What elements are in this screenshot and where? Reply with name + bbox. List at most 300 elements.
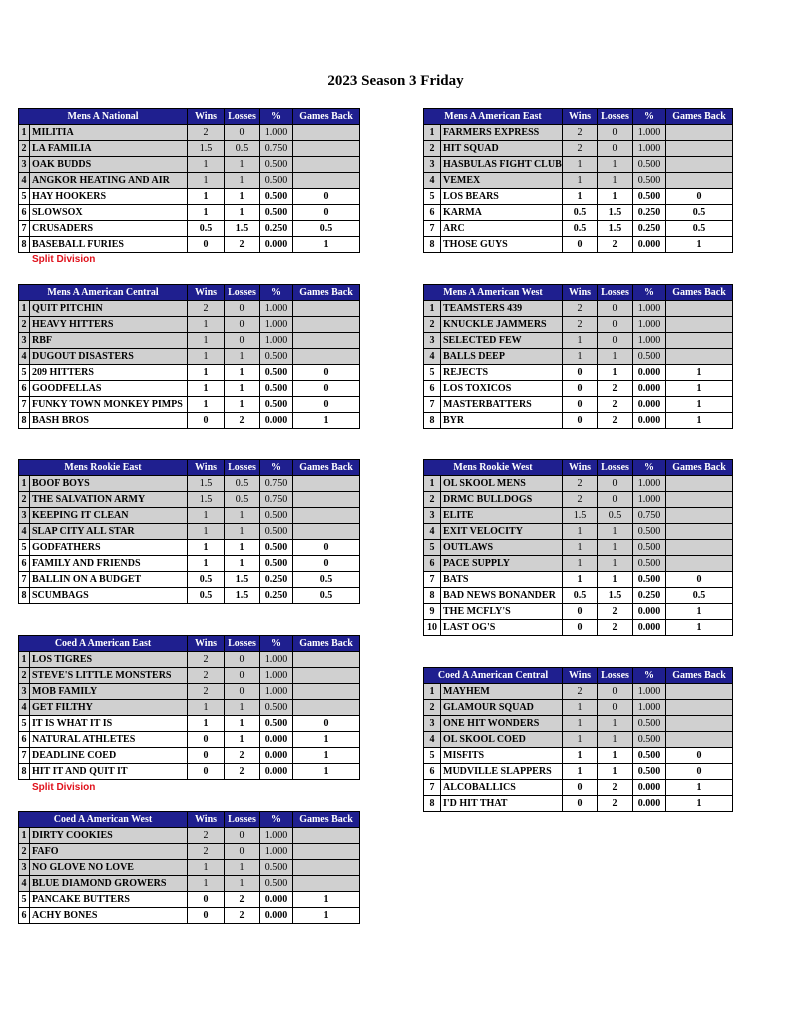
team-rank: 4	[19, 349, 30, 365]
table-row	[424, 397, 733, 413]
team-losses: 1	[225, 157, 260, 173]
team-pct: 0.000	[260, 908, 293, 924]
team-name: RBF	[30, 333, 188, 349]
team-pct: 0.750	[260, 492, 293, 508]
team-wins: 0.5	[563, 205, 598, 221]
table-row	[424, 221, 733, 237]
team-rank: 4	[424, 524, 441, 540]
table-row	[424, 381, 733, 397]
team-rank: 8	[19, 588, 30, 604]
team-losses: 1	[598, 732, 633, 748]
column-header-pct: %	[260, 109, 293, 125]
team-games-back	[293, 684, 360, 700]
team-name: SLAP CITY ALL STAR	[30, 524, 188, 540]
team-pct: 0.000	[633, 604, 666, 620]
team-losses: 2	[598, 413, 633, 429]
team-name: NO GLOVE NO LOVE	[30, 860, 188, 876]
team-pct: 1.000	[260, 684, 293, 700]
team-pct: 0.500	[260, 876, 293, 892]
team-wins: 2	[188, 125, 225, 141]
table-row	[424, 173, 733, 189]
table-row	[19, 732, 360, 748]
team-rank: 5	[19, 716, 30, 732]
team-name: ACHY BONES	[30, 908, 188, 924]
team-pct: 0.500	[633, 173, 666, 189]
team-pct: 1.000	[260, 844, 293, 860]
team-losses: 2	[598, 796, 633, 812]
team-games-back	[293, 668, 360, 684]
table-row	[19, 349, 360, 365]
team-name: MAYHEM	[441, 684, 563, 700]
table-row	[424, 684, 733, 700]
team-pct: 0.250	[260, 588, 293, 604]
team-name: HEAVY HITTERS	[30, 317, 188, 333]
team-rank: 2	[19, 668, 30, 684]
team-wins: 2	[563, 684, 598, 700]
table-row	[424, 732, 733, 748]
team-rank: 1	[19, 652, 30, 668]
team-games-back	[666, 716, 733, 732]
table-row	[424, 125, 733, 141]
team-rank: 8	[424, 413, 441, 429]
team-losses: 0	[598, 476, 633, 492]
team-pct: 0.000	[633, 365, 666, 381]
table-title: Mens A American Central	[19, 285, 188, 301]
team-wins: 2	[563, 125, 598, 141]
table-row	[424, 716, 733, 732]
team-wins: 2	[188, 844, 225, 860]
team-wins: 2	[188, 301, 225, 317]
team-rank: 8	[19, 237, 30, 253]
team-pct: 0.500	[633, 572, 666, 588]
team-rank: 8	[424, 237, 441, 253]
team-name: SCUMBAGS	[30, 588, 188, 604]
team-losses: 2	[598, 397, 633, 413]
team-games-back	[666, 125, 733, 141]
team-pct: 0.500	[260, 556, 293, 572]
team-wins: 2	[188, 828, 225, 844]
team-pct: 0.250	[633, 588, 666, 604]
team-name: BASEBALL FURIES	[30, 237, 188, 253]
team-name: HAY HOOKERS	[30, 189, 188, 205]
team-losses: 0	[598, 141, 633, 157]
team-losses: 2	[225, 237, 260, 253]
team-rank: 4	[424, 349, 441, 365]
team-name: VEMEX	[441, 173, 563, 189]
table-row	[19, 652, 360, 668]
team-pct: 0.000	[633, 780, 666, 796]
team-pct: 0.250	[260, 572, 293, 588]
table-title: Mens Rookie West	[424, 460, 563, 476]
team-wins: 0.5	[563, 221, 598, 237]
team-games-back	[293, 844, 360, 860]
team-pct: 0.000	[260, 237, 293, 253]
table-row	[19, 125, 360, 141]
table-row	[19, 684, 360, 700]
standings-table-mens-a-national	[18, 108, 360, 253]
team-wins: 0	[188, 237, 225, 253]
standings-table-coed-a-american-west	[18, 811, 360, 924]
team-games-back: 0	[293, 540, 360, 556]
team-pct: 0.000	[260, 892, 293, 908]
standings-table-mens-rookie-east	[18, 459, 360, 604]
team-wins: 0	[563, 620, 598, 636]
table-row	[19, 764, 360, 780]
team-pct: 0.500	[260, 205, 293, 221]
team-rank: 8	[19, 413, 30, 429]
team-games-back: 0.5	[293, 221, 360, 237]
team-games-back: 1	[666, 604, 733, 620]
team-name: OUTLAWS	[441, 540, 563, 556]
team-wins: 1.5	[188, 141, 225, 157]
team-games-back	[666, 492, 733, 508]
team-wins: 0.5	[188, 221, 225, 237]
team-pct: 0.500	[260, 397, 293, 413]
team-games-back: 0.5	[666, 588, 733, 604]
team-name: OAK BUDDS	[30, 157, 188, 173]
team-name: OL SKOOL COED	[441, 732, 563, 748]
team-wins: 0	[563, 604, 598, 620]
team-name: BATS	[441, 572, 563, 588]
column-header-wins: Wins	[188, 636, 225, 652]
team-name: SLOWSOX	[30, 205, 188, 221]
column-header-losses: Losses	[225, 285, 260, 301]
table-title: Coed A American West	[19, 812, 188, 828]
team-losses: 1	[225, 381, 260, 397]
team-games-back	[293, 173, 360, 189]
column-header-gb: Games Back	[293, 636, 360, 652]
team-rank: 1	[424, 684, 441, 700]
team-losses: 0.5	[225, 141, 260, 157]
team-games-back: 0.5	[666, 205, 733, 221]
team-name: ALCOBALLICS	[441, 780, 563, 796]
team-games-back: 0	[666, 764, 733, 780]
team-pct: 0.750	[633, 508, 666, 524]
column-header-pct: %	[633, 285, 666, 301]
team-losses: 2	[598, 620, 633, 636]
team-rank: 6	[424, 556, 441, 572]
team-rank: 6	[19, 205, 30, 221]
table-row	[19, 173, 360, 189]
table-row	[19, 556, 360, 572]
table-row	[19, 365, 360, 381]
column-header-wins: Wins	[563, 460, 598, 476]
team-name: LOS BEARS	[441, 189, 563, 205]
column-header-gb: Games Back	[293, 285, 360, 301]
table-row	[424, 205, 733, 221]
team-rank: 6	[19, 908, 30, 924]
team-games-back: 0	[293, 189, 360, 205]
team-pct: 0.500	[260, 365, 293, 381]
column-header-gb: Games Back	[293, 812, 360, 828]
team-wins: 0	[563, 397, 598, 413]
team-rank: 3	[424, 157, 441, 173]
team-name: LOS TIGRES	[30, 652, 188, 668]
team-games-back	[293, 125, 360, 141]
column-header-pct: %	[633, 109, 666, 125]
team-games-back	[666, 732, 733, 748]
team-pct: 0.500	[633, 349, 666, 365]
team-pct: 1.000	[633, 333, 666, 349]
team-games-back	[293, 876, 360, 892]
team-rank: 3	[424, 508, 441, 524]
team-losses: 0	[225, 844, 260, 860]
team-losses: 0	[598, 492, 633, 508]
team-pct: 0.000	[633, 381, 666, 397]
team-games-back	[293, 524, 360, 540]
team-wins: 1	[563, 732, 598, 748]
table-row	[424, 349, 733, 365]
team-losses: 1	[225, 173, 260, 189]
standings-table-mens-a-american-central	[18, 284, 360, 429]
team-name: FAMILY AND FRIENDS	[30, 556, 188, 572]
team-pct: 1.000	[633, 125, 666, 141]
team-wins: 1	[188, 365, 225, 381]
team-games-back: 1	[293, 908, 360, 924]
team-wins: 2	[188, 684, 225, 700]
team-rank: 4	[19, 524, 30, 540]
column-header-gb: Games Back	[293, 460, 360, 476]
team-wins: 0	[188, 413, 225, 429]
team-wins: 1	[188, 508, 225, 524]
team-losses: 0	[598, 125, 633, 141]
team-pct: 0.500	[633, 748, 666, 764]
table-row	[424, 365, 733, 381]
team-pct: 0.000	[633, 413, 666, 429]
table-title: Coed A American East	[19, 636, 188, 652]
team-pct: 0.500	[633, 157, 666, 173]
team-name: MISFITS	[441, 748, 563, 764]
team-losses: 2	[225, 908, 260, 924]
table-row	[424, 492, 733, 508]
team-games-back	[293, 652, 360, 668]
team-games-back: 0	[293, 205, 360, 221]
team-name: REJECTS	[441, 365, 563, 381]
team-losses: 1	[598, 524, 633, 540]
team-pct: 0.000	[633, 796, 666, 812]
team-name: PANCAKE BUTTERS	[30, 892, 188, 908]
team-name: OL SKOOL MENS	[441, 476, 563, 492]
team-rank: 7	[424, 397, 441, 413]
page-title: 2023 Season 3 Friday	[327, 73, 464, 89]
team-pct: 1.000	[633, 700, 666, 716]
table-row	[19, 317, 360, 333]
column-header-gb: Games Back	[293, 109, 360, 125]
team-name: BYR	[441, 413, 563, 429]
column-header-gb: Games Back	[666, 668, 733, 684]
table-row	[19, 221, 360, 237]
team-pct: 0.000	[260, 748, 293, 764]
team-losses: 1.5	[225, 221, 260, 237]
team-name: MILITIA	[30, 125, 188, 141]
table-row	[19, 828, 360, 844]
column-header-losses: Losses	[225, 636, 260, 652]
team-games-back: 1	[293, 732, 360, 748]
team-losses: 1	[225, 189, 260, 205]
team-pct: 0.000	[633, 620, 666, 636]
team-pct: 0.500	[633, 764, 666, 780]
team-name: SELECTED FEW	[441, 333, 563, 349]
team-games-back	[666, 301, 733, 317]
team-rank: 4	[424, 732, 441, 748]
table-row	[19, 381, 360, 397]
table-row	[19, 860, 360, 876]
team-rank: 6	[19, 732, 30, 748]
team-rank: 4	[19, 876, 30, 892]
team-wins: 2	[563, 317, 598, 333]
team-pct: 1.000	[633, 476, 666, 492]
team-losses: 1	[225, 508, 260, 524]
column-header-pct: %	[260, 812, 293, 828]
standings-table-coed-a-american-central	[423, 667, 733, 812]
table-title: Coed A American Central	[424, 668, 563, 684]
team-wins: 1	[563, 173, 598, 189]
team-rank: 1	[424, 476, 441, 492]
team-pct: 1.000	[260, 301, 293, 317]
team-rank: 6	[424, 205, 441, 221]
team-losses: 1	[598, 189, 633, 205]
team-pct: 0.250	[260, 221, 293, 237]
team-losses: 2	[598, 780, 633, 796]
table-row	[424, 508, 733, 524]
table-title: Mens Rookie East	[19, 460, 188, 476]
team-wins: 1	[188, 524, 225, 540]
table-row	[19, 892, 360, 908]
team-losses: 0	[225, 301, 260, 317]
team-wins: 0	[563, 796, 598, 812]
team-losses: 1	[225, 876, 260, 892]
column-header-losses: Losses	[225, 460, 260, 476]
team-losses: 2	[225, 748, 260, 764]
team-wins: 0	[563, 780, 598, 796]
team-name: CRUSADERS	[30, 221, 188, 237]
team-wins: 1	[188, 716, 225, 732]
team-wins: 0	[188, 892, 225, 908]
team-pct: 0.500	[633, 716, 666, 732]
team-rank: 8	[424, 588, 441, 604]
team-games-back: 1	[293, 237, 360, 253]
standings-table-coed-a-american-east	[18, 635, 360, 780]
table-row	[19, 716, 360, 732]
team-wins: 1	[563, 556, 598, 572]
table-row	[19, 668, 360, 684]
team-name: BALLIN ON A BUDGET	[30, 572, 188, 588]
team-losses: 0	[225, 828, 260, 844]
column-header-pct: %	[260, 285, 293, 301]
team-wins: 0	[563, 381, 598, 397]
column-header-pct: %	[633, 460, 666, 476]
team-games-back	[293, 317, 360, 333]
column-header-gb: Games Back	[666, 285, 733, 301]
table-row	[424, 700, 733, 716]
column-header-wins: Wins	[563, 109, 598, 125]
team-losses: 0	[598, 700, 633, 716]
team-pct: 0.750	[260, 141, 293, 157]
team-wins: 1	[188, 157, 225, 173]
team-rank: 3	[19, 157, 30, 173]
team-pct: 1.000	[260, 317, 293, 333]
team-pct: 0.500	[260, 700, 293, 716]
team-rank: 2	[424, 700, 441, 716]
team-games-back: 1	[666, 381, 733, 397]
team-games-back	[293, 141, 360, 157]
team-games-back	[666, 157, 733, 173]
team-name: BASH BROS	[30, 413, 188, 429]
team-losses: 0	[598, 333, 633, 349]
table-row	[19, 492, 360, 508]
team-rank: 6	[19, 556, 30, 572]
team-losses: 0.5	[598, 508, 633, 524]
table-row	[19, 157, 360, 173]
team-wins: 0	[563, 365, 598, 381]
table-row	[424, 333, 733, 349]
column-header-gb: Games Back	[666, 460, 733, 476]
team-rank: 5	[19, 892, 30, 908]
table-row	[19, 908, 360, 924]
team-wins: 1	[188, 333, 225, 349]
team-games-back	[666, 508, 733, 524]
standings-table-mens-a-american-east	[423, 108, 733, 253]
team-rank: 2	[19, 492, 30, 508]
table-row	[19, 748, 360, 764]
team-rank: 7	[19, 221, 30, 237]
column-header-wins: Wins	[188, 460, 225, 476]
team-pct: 1.000	[633, 301, 666, 317]
team-name: MOB FAMILY	[30, 684, 188, 700]
team-pct: 1.000	[260, 652, 293, 668]
team-pct: 0.500	[633, 732, 666, 748]
team-wins: 1	[188, 860, 225, 876]
team-rank: 8	[424, 796, 441, 812]
team-losses: 1	[225, 700, 260, 716]
team-losses: 1.5	[225, 572, 260, 588]
team-games-back	[293, 157, 360, 173]
team-name: LAST OG'S	[441, 620, 563, 636]
team-rank: 3	[19, 333, 30, 349]
team-losses: 1	[598, 173, 633, 189]
table-row	[19, 205, 360, 221]
team-games-back: 0	[666, 748, 733, 764]
team-name: ELITE	[441, 508, 563, 524]
team-losses: 2	[225, 413, 260, 429]
table-row	[424, 141, 733, 157]
team-losses: 0	[225, 317, 260, 333]
team-wins: 1	[563, 333, 598, 349]
team-pct: 0.000	[633, 397, 666, 413]
team-wins: 2	[563, 301, 598, 317]
team-losses: 1	[225, 524, 260, 540]
team-games-back: 0.5	[293, 572, 360, 588]
team-name: THE MCFLY'S	[441, 604, 563, 620]
team-wins: 1	[188, 876, 225, 892]
team-games-back	[293, 700, 360, 716]
team-rank: 5	[19, 365, 30, 381]
team-rank: 7	[424, 780, 441, 796]
standings-table-mens-a-american-west	[423, 284, 733, 429]
team-losses: 1	[225, 540, 260, 556]
team-pct: 0.500	[633, 189, 666, 205]
team-name: LA FAMILIA	[30, 141, 188, 157]
team-wins: 1	[188, 349, 225, 365]
team-rank: 5	[424, 748, 441, 764]
table-row	[424, 796, 733, 812]
team-name: FUNKY TOWN MONKEY PIMPS	[30, 397, 188, 413]
team-games-back	[666, 556, 733, 572]
table-row	[19, 700, 360, 716]
column-header-wins: Wins	[563, 668, 598, 684]
team-rank: 7	[424, 572, 441, 588]
table-row	[19, 844, 360, 860]
